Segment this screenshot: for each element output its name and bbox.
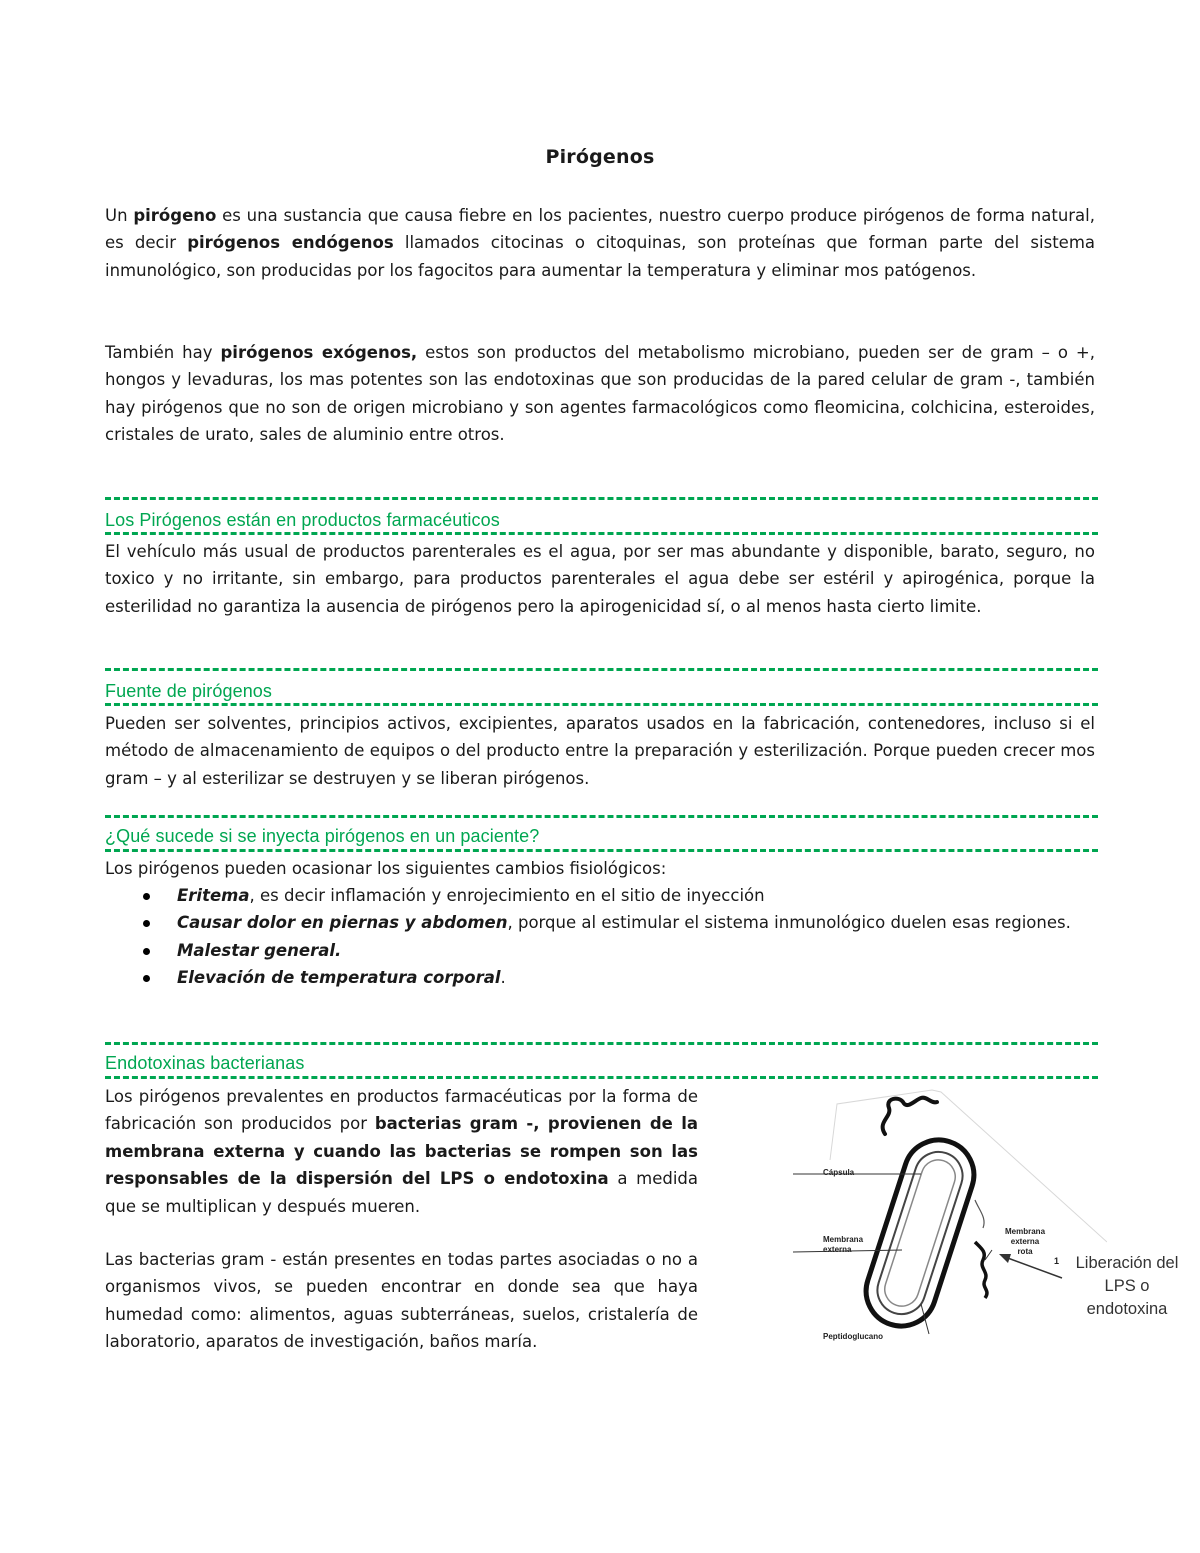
bacteria-diagram bbox=[717, 1082, 1179, 1344]
callout-line: Liberación del bbox=[1075, 1254, 1179, 1272]
text-run: Un bbox=[105, 206, 134, 225]
bacteria-illustration bbox=[717, 1082, 1107, 1344]
text-run: , es decir inflamación y enrojecimiento en el sitio de inyección bbox=[249, 886, 765, 905]
ruptured-membrane-shape bbox=[975, 1242, 987, 1298]
section-text-productos: El vehículo más usual de productos parenterales es el agua, por ser mas abundante y disponible, barato, seguro, no toxico y no irritante, sin embargo, para productos parenterales el agua debe ser estéril y apirogénica, porque la esterilidad no garantiza la ausencia de pirógenos pero la apirogenicidad sí, o al menos hasta cierto limite. bbox=[105, 542, 1095, 616]
bold-term: pirógeno bbox=[133, 206, 217, 225]
text-run: es una sustancia que causa fiebre en los pacientes, nuestro cuerpo produce pirógenos de forma natural, es decir bbox=[105, 206, 1095, 253]
list-item bbox=[105, 937, 1095, 964]
bold-term: Elevación de temperatura corporal bbox=[177, 968, 501, 988]
bold-term: bacterias gram -, provienen de la membrana externa y cuando las bacterias se rompen son las responsables de la dispersión del LPS o endotoxina bbox=[105, 1114, 698, 1189]
label-membrana-externa bbox=[823, 1235, 863, 1255]
bold-term: pirógenos exógenos, bbox=[220, 343, 418, 362]
section-divider bbox=[105, 1076, 1098, 1079]
callout-lps bbox=[1062, 1252, 1192, 1321]
text-run: . bbox=[500, 968, 506, 988]
rupture-line bbox=[975, 1200, 984, 1228]
list-item bbox=[105, 909, 1095, 936]
peptidoglycan-shape bbox=[880, 1155, 959, 1310]
label-line: externa bbox=[1010, 1237, 1040, 1246]
label-line: Membrana bbox=[823, 1235, 864, 1244]
label-marker: 1 bbox=[1054, 1256, 1060, 1266]
text-run: a medida que se multiplican y después mueren. bbox=[105, 1169, 699, 1216]
text-run: llamados citocinas o citoquinas, son proteínas que forman parte del sistema inmunológico, son producidas por los fagocitos para aumentar la temperatura y eliminar mos patógenos. bbox=[105, 233, 1096, 280]
section-heading-inyecta: ¿Qué sucede si se inyecta pirógenos en un paciente? bbox=[105, 826, 540, 846]
list-item bbox=[105, 964, 1095, 991]
bold-term: Eritema bbox=[177, 886, 250, 905]
text-run: Los pirógenos prevalentes en productos farmacéuticas por la forma de fabricación son producidos por bbox=[105, 1087, 698, 1134]
section-text-fuente: Pueden ser solventes, principios activos, excipientes, aparatos usados en la fabricación, contenedores, incluso si el método de almacenamiento de equipos o del producto entre la preparación y esterilización. Porque pueden crecer mos gram – y al esterilizar se destruyen y se liberan pirógenos. bbox=[105, 714, 1095, 788]
section-divider bbox=[105, 497, 1098, 500]
page-title: Pirógenos bbox=[545, 146, 655, 168]
text-run: También hay bbox=[105, 343, 221, 362]
section-divider bbox=[105, 1042, 1098, 1045]
label-membrana-rota bbox=[1005, 1227, 1045, 1257]
leader-line-membrana-rota bbox=[985, 1250, 992, 1260]
bullet-icon bbox=[143, 920, 150, 927]
section-divider bbox=[105, 532, 1098, 535]
intro-paragraph-2 bbox=[105, 339, 1095, 449]
label-line: externa bbox=[823, 1245, 852, 1254]
bold-term: pirógenos endógenos bbox=[187, 233, 394, 253]
text-run: estos son productos del metabolismo microbiano, pueden ser de gram – o +, hongos y levaduras, los mas potentes son las endotoxinas que son producidas de la pared celular de gram -, también hay pirógenos que no son de origen microbiano y son agentes farmacológicos como fleomicina, colchicina, esteroides, cristales de urato, sales de aluminio entre otros. bbox=[105, 343, 1095, 445]
label-line: rota bbox=[1017, 1247, 1033, 1256]
callout-line: LPS o bbox=[1104, 1277, 1150, 1295]
bold-term: Causar dolor en piernas y abdomen bbox=[177, 913, 508, 933]
intro-paragraph-1 bbox=[105, 202, 1095, 284]
endotoxinas-paragraph-2: Las bacterias gram - están presentes en todas partes asociadas o no a organismos vivos, se pueden encontrar en donde sea que haya humedad como: alimentos, aguas subterráneas, suelos, cristalería de laboratorio, aparatos de investigación, baños maría. bbox=[105, 1250, 698, 1352]
label-capsula: Cápsula bbox=[823, 1168, 855, 1177]
section-divider bbox=[105, 703, 1098, 706]
callout-line: endotoxina bbox=[1086, 1300, 1168, 1318]
label-peptidoglucano: Peptidoglucano bbox=[823, 1332, 883, 1341]
section-heading-endotoxinas: Endotoxinas bacterianas bbox=[105, 1053, 305, 1073]
bullet-icon bbox=[143, 948, 150, 955]
frame-outline bbox=[830, 1090, 1107, 1242]
text-run: , porque al estimular el sistema inmunológico duelen esas regiones. bbox=[507, 913, 1071, 933]
bullet-icon bbox=[143, 893, 150, 900]
flagellum-shape bbox=[883, 1098, 937, 1134]
endotoxinas-paragraph-1 bbox=[105, 1083, 698, 1220]
section-divider bbox=[105, 849, 1098, 852]
section-heading-fuente: Fuente de pirógenos bbox=[105, 681, 273, 701]
section-divider bbox=[105, 815, 1098, 818]
section-heading-productos: Los Pirógenos están en productos farmacéuticos bbox=[105, 510, 500, 530]
label-line: Membrana bbox=[1005, 1227, 1046, 1236]
bold-term: Malestar general. bbox=[177, 940, 342, 960]
bullet-icon bbox=[143, 975, 150, 982]
section-intro-inyecta: Los pirógenos pueden ocasionar los siguientes cambios fisiológicos: bbox=[105, 859, 667, 878]
symptom-list bbox=[105, 882, 1095, 992]
section-divider bbox=[105, 668, 1098, 671]
list-item bbox=[105, 882, 1095, 909]
